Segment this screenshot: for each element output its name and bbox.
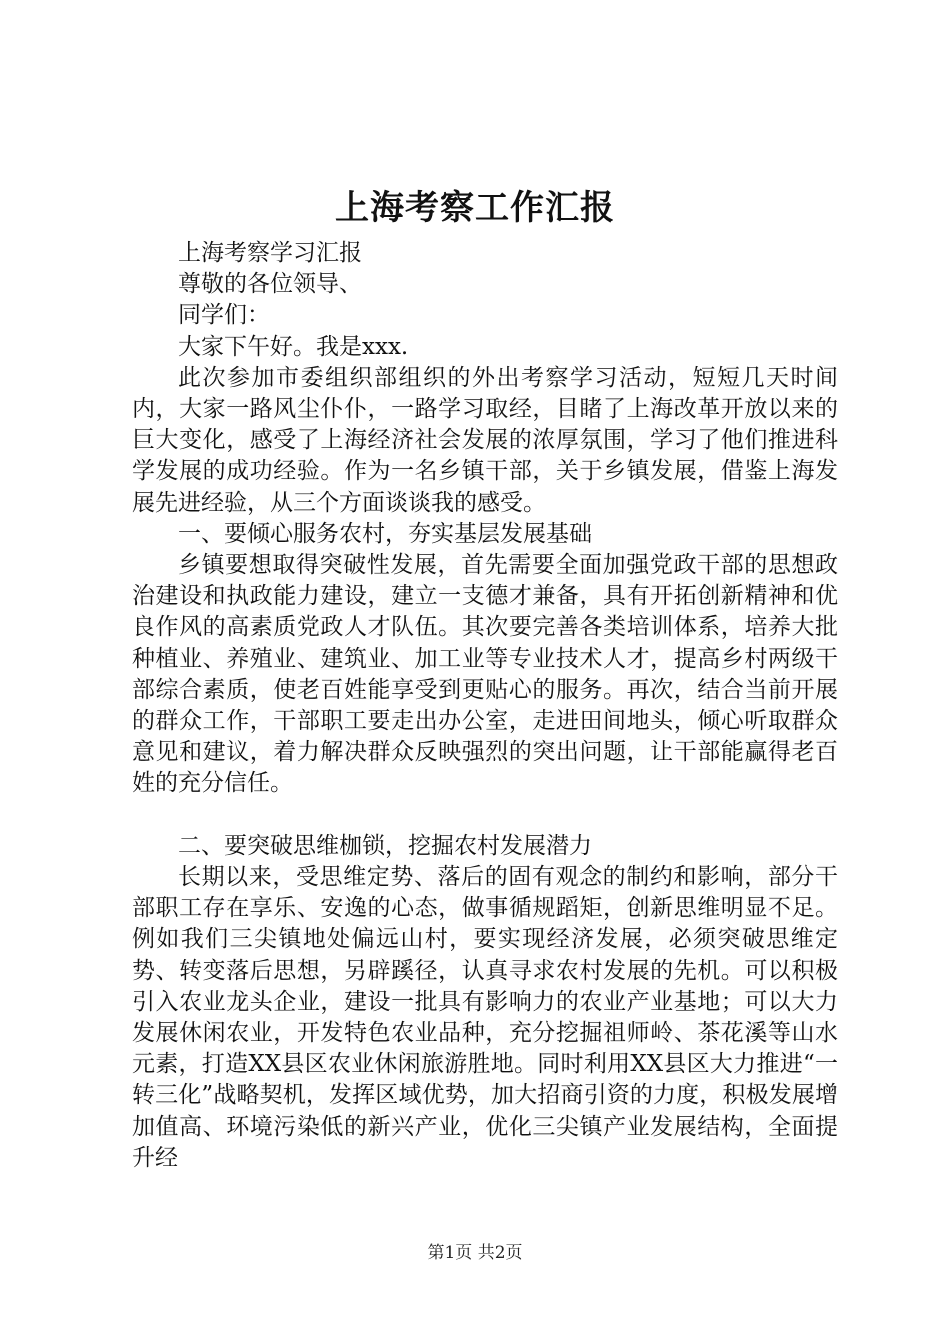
paragraph-greeting: 大家下午好。我是xxx.: [178, 333, 409, 360]
paragraph-intro: 此次参加市委组织部组织的外出考察学习活动，短短几天时间内，大家一路风尘仆仆，一路学习取经，目睹了上海改革开放以来的巨大变化，感受了上海经济社会发展的浓厚氛围，学习了他们推进科学发展的成功经验。作为一名乡镇干部，关于乡镇发展，借鉴上海发展先进经验，从三个方面谈谈我的感受。: [132, 364, 838, 516]
paragraph-section-1: 乡镇要想取得突破性发展，首先需要全面加强党政干部的思想政治建设和执政能力建设，建立一支德才兼备，具有开拓创新精神和优良作风的高素质党政人才队伍。其次要完善各类培训体系，培养大批种植业、养殖业、建筑业、加工业等专业技术人才，提高乡村两级干部综合素质，使老百姓能享受到更贴心的服务。再次，结合当前开展的群众工作，干部职工要走出办公室，走进田间地头，倾心听取群众意见和建议，着力解决群众反映强烈的突出问题，让干部能赢得老百姓的充分信任。: [132, 552, 838, 797]
section-heading-2: 二、要突破思维枷锁，挖掘农村发展潜力: [178, 832, 592, 859]
section-heading-1: 一、要倾心服务农村，夯实基层发展基础: [178, 520, 592, 547]
document-body: [132, 238, 838, 1174]
paragraph-salutation-cont: 同学们：: [178, 302, 270, 329]
paragraph-heading-line: 上海考察学习汇报: [178, 240, 362, 266]
page-number-footer: 第1页 共2页: [427, 1243, 523, 1263]
paragraph-section-2: 长期以来，受思维定势、落后的固有观念的制约和影响，部分干部职工存在享乐、安逸的心态，做事循规蹈矩，创新思维明显不足。例如我们三尖镇地处偏远山村，要实现经济发展，必须突破思维定势、转变落后思想，另辟蹊径，认真寻求农村发展的先机。可以积极引入农业龙头企业，建设一批具有影响力的农业产业基地；可以大力发展休闲农业，开发特色农业品种，充分挖掘祖师岭、茶花溪等山水元素，打造XX县区农业休闲旅游胜地。同时利用XX县区大力推进“一转三化”战略契机，发挥区域优势，加大招商引资的力度，积极发展增加值高、环境污染低的新兴产业，优化三尖镇产业发展结构，全面提升经: [132, 864, 838, 1171]
document-title: 上海考察工作汇报: [335, 188, 615, 228]
paragraph-salutation: 尊敬的各位领导、: [178, 271, 362, 298]
